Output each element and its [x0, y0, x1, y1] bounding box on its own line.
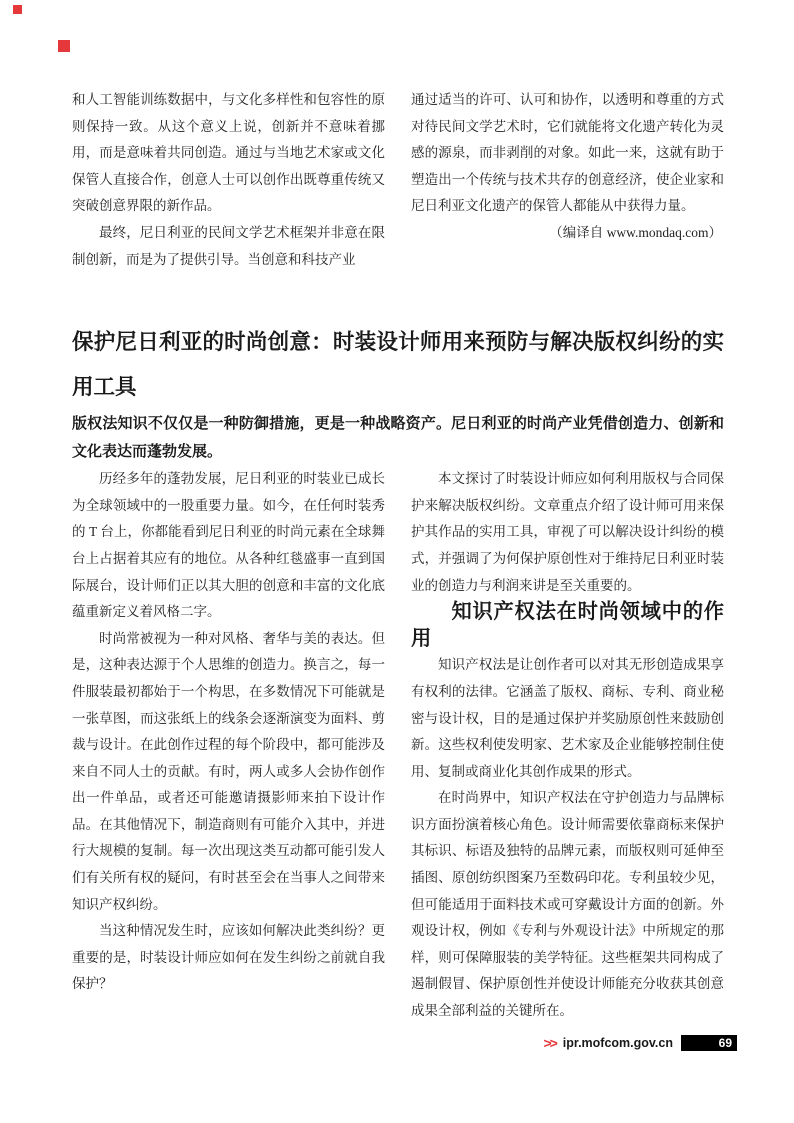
paragraph: 在时尚界中，知识产权法在守护创造力与品牌标识方面扮演着核心角色。设计师需要依靠商标来保护其标识、标语及独特的品牌元素，而版权则可延伸至插图、原创纺织图案乃至数码印花。专利虽较少见，但可能适用于面料技术或可穿戴设计方面的创新。外观设计权，例如《专利与外观设计法》中所规定的那样，则可保障服装的美学特征。这些框架共同构成了遏制假冒、保护原创性并使设计师能充分收获其创意成果全部利益的关键所在。	[411, 790, 724, 1019]
red-corner-mark-large	[58, 40, 70, 52]
paragraph: 历经多年的蓬勃发展，尼日利亚的时装业已成长为全球领域中的一股重要力量。如今，在任何时装秀的 T 台上，你都能看到尼日利亚的时尚元素在全球舞台上占据着其应有的地位。从各种红毯盛事一直到国际展台，设计师们正以其大胆的创意和丰富的文化底蕴重新定义着风格二字。	[72, 471, 385, 620]
article2-body	[72, 466, 724, 1024]
article1-continuation	[72, 87, 724, 273]
article2-subheading: 知识产权法在时尚领域中的作用	[411, 601, 724, 650]
chevron-right-icon: >>	[543, 1035, 556, 1051]
paragraph: 最终，尼日利亚的民间文学艺术框架并非意在限制创新，而是为了提供引导。当创意和科技产业	[72, 224, 385, 267]
paragraph: 本文探讨了时装设计师应如何利用版权与合同保护来解决版权纠纷。文章重点介绍了设计师可用来保护其作品的实用工具，审视了可以解决设计纠纷的模式，并强调了为何保护原创性对于维持尼日利亚时装业的创造力与利润来讲是至关重要的。	[411, 471, 724, 593]
article1-left-column	[72, 87, 385, 273]
page-number-badge: 69	[681, 1035, 737, 1051]
article2-left-column	[72, 466, 385, 1024]
red-corner-mark-small	[13, 5, 22, 14]
article2-right-column	[411, 466, 724, 1024]
paragraph: 和人工智能训练数据中，与文化多样性和包容性的原则保持一致。从这个意义上说，创新并不意味着挪用，而是意味着共同创造。通过与当地艺术家或文化保管人直接合作，创意人士可以创作出既尊重传统又突破创意界限的新作品。	[72, 92, 385, 214]
paragraph: 通过适当的许可、认可和协作，以透明和尊重的方式对待民间文学艺术时，它们就能将文化遗产转化为灵感的源泉，而非剥削的对象。如此一来，这就有助于塑造出一个传统与技术共存的创意经济，使企业家和尼日利亚文化遗产的保管人都能从中获得力量。	[411, 92, 724, 214]
article1-right-column	[411, 87, 724, 273]
paragraph: 当这种情况发生时，应该如何解决此类纠纷？更重要的是，时装设计师应如何在发生纠纷之前就自我保护？	[72, 923, 385, 992]
article1-source-attribution: （编译自 www.mondaq.com）	[549, 224, 722, 240]
paragraph: 时尚常被视为一种对风格、奢华与美的表达。但是，这种表达源于个人思维的创造力。换言之，每一件服装最初都始于一个构思，在多数情况下可能就是一张草图，而这张纸上的线条会逐渐演变为面料、剪裁与设计。在此创作过程的每个阶段中，都可能涉及来自不同人士的贡献。有时，两人或多人会协作创作出一件单品，或者还可能邀请摄影师来拍下设计作品。在其他情况下，制造商则有可能介入其中，并进行大规模的复制。每一次出现这类互动都可能引发人们有关所有权的疑问，有时甚至会在当事人之间带来知识产权纠纷。	[72, 630, 385, 912]
paragraph: 知识产权法是让创作者可以对其无形创造成果享有权利的法律。它涵盖了版权、商标、专利、商业秘密与设计权，目的是通过保护并奖励原创性来鼓励创新。这些权利使发明家、艺术家及企业能够控制住使用、复制或商业化其创作成果的形式。	[411, 657, 724, 779]
article2-lede: 版权法知识不仅仅是一种防御措施，更是一种战略资产。尼日利亚的时尚产业凭借创造力、创新和文化表达而蓬勃发展。	[72, 415, 724, 461]
page-footer	[543, 1035, 737, 1051]
magazine-page	[72, 0, 724, 1025]
article2-title: 保护尼日利亚的时尚创意：时装设计师用来预防与解决版权纠纷的实用工具	[72, 330, 724, 400]
footer-website-url: ipr.mofcom.gov.cn	[562, 1036, 673, 1050]
article2-header	[72, 320, 724, 466]
